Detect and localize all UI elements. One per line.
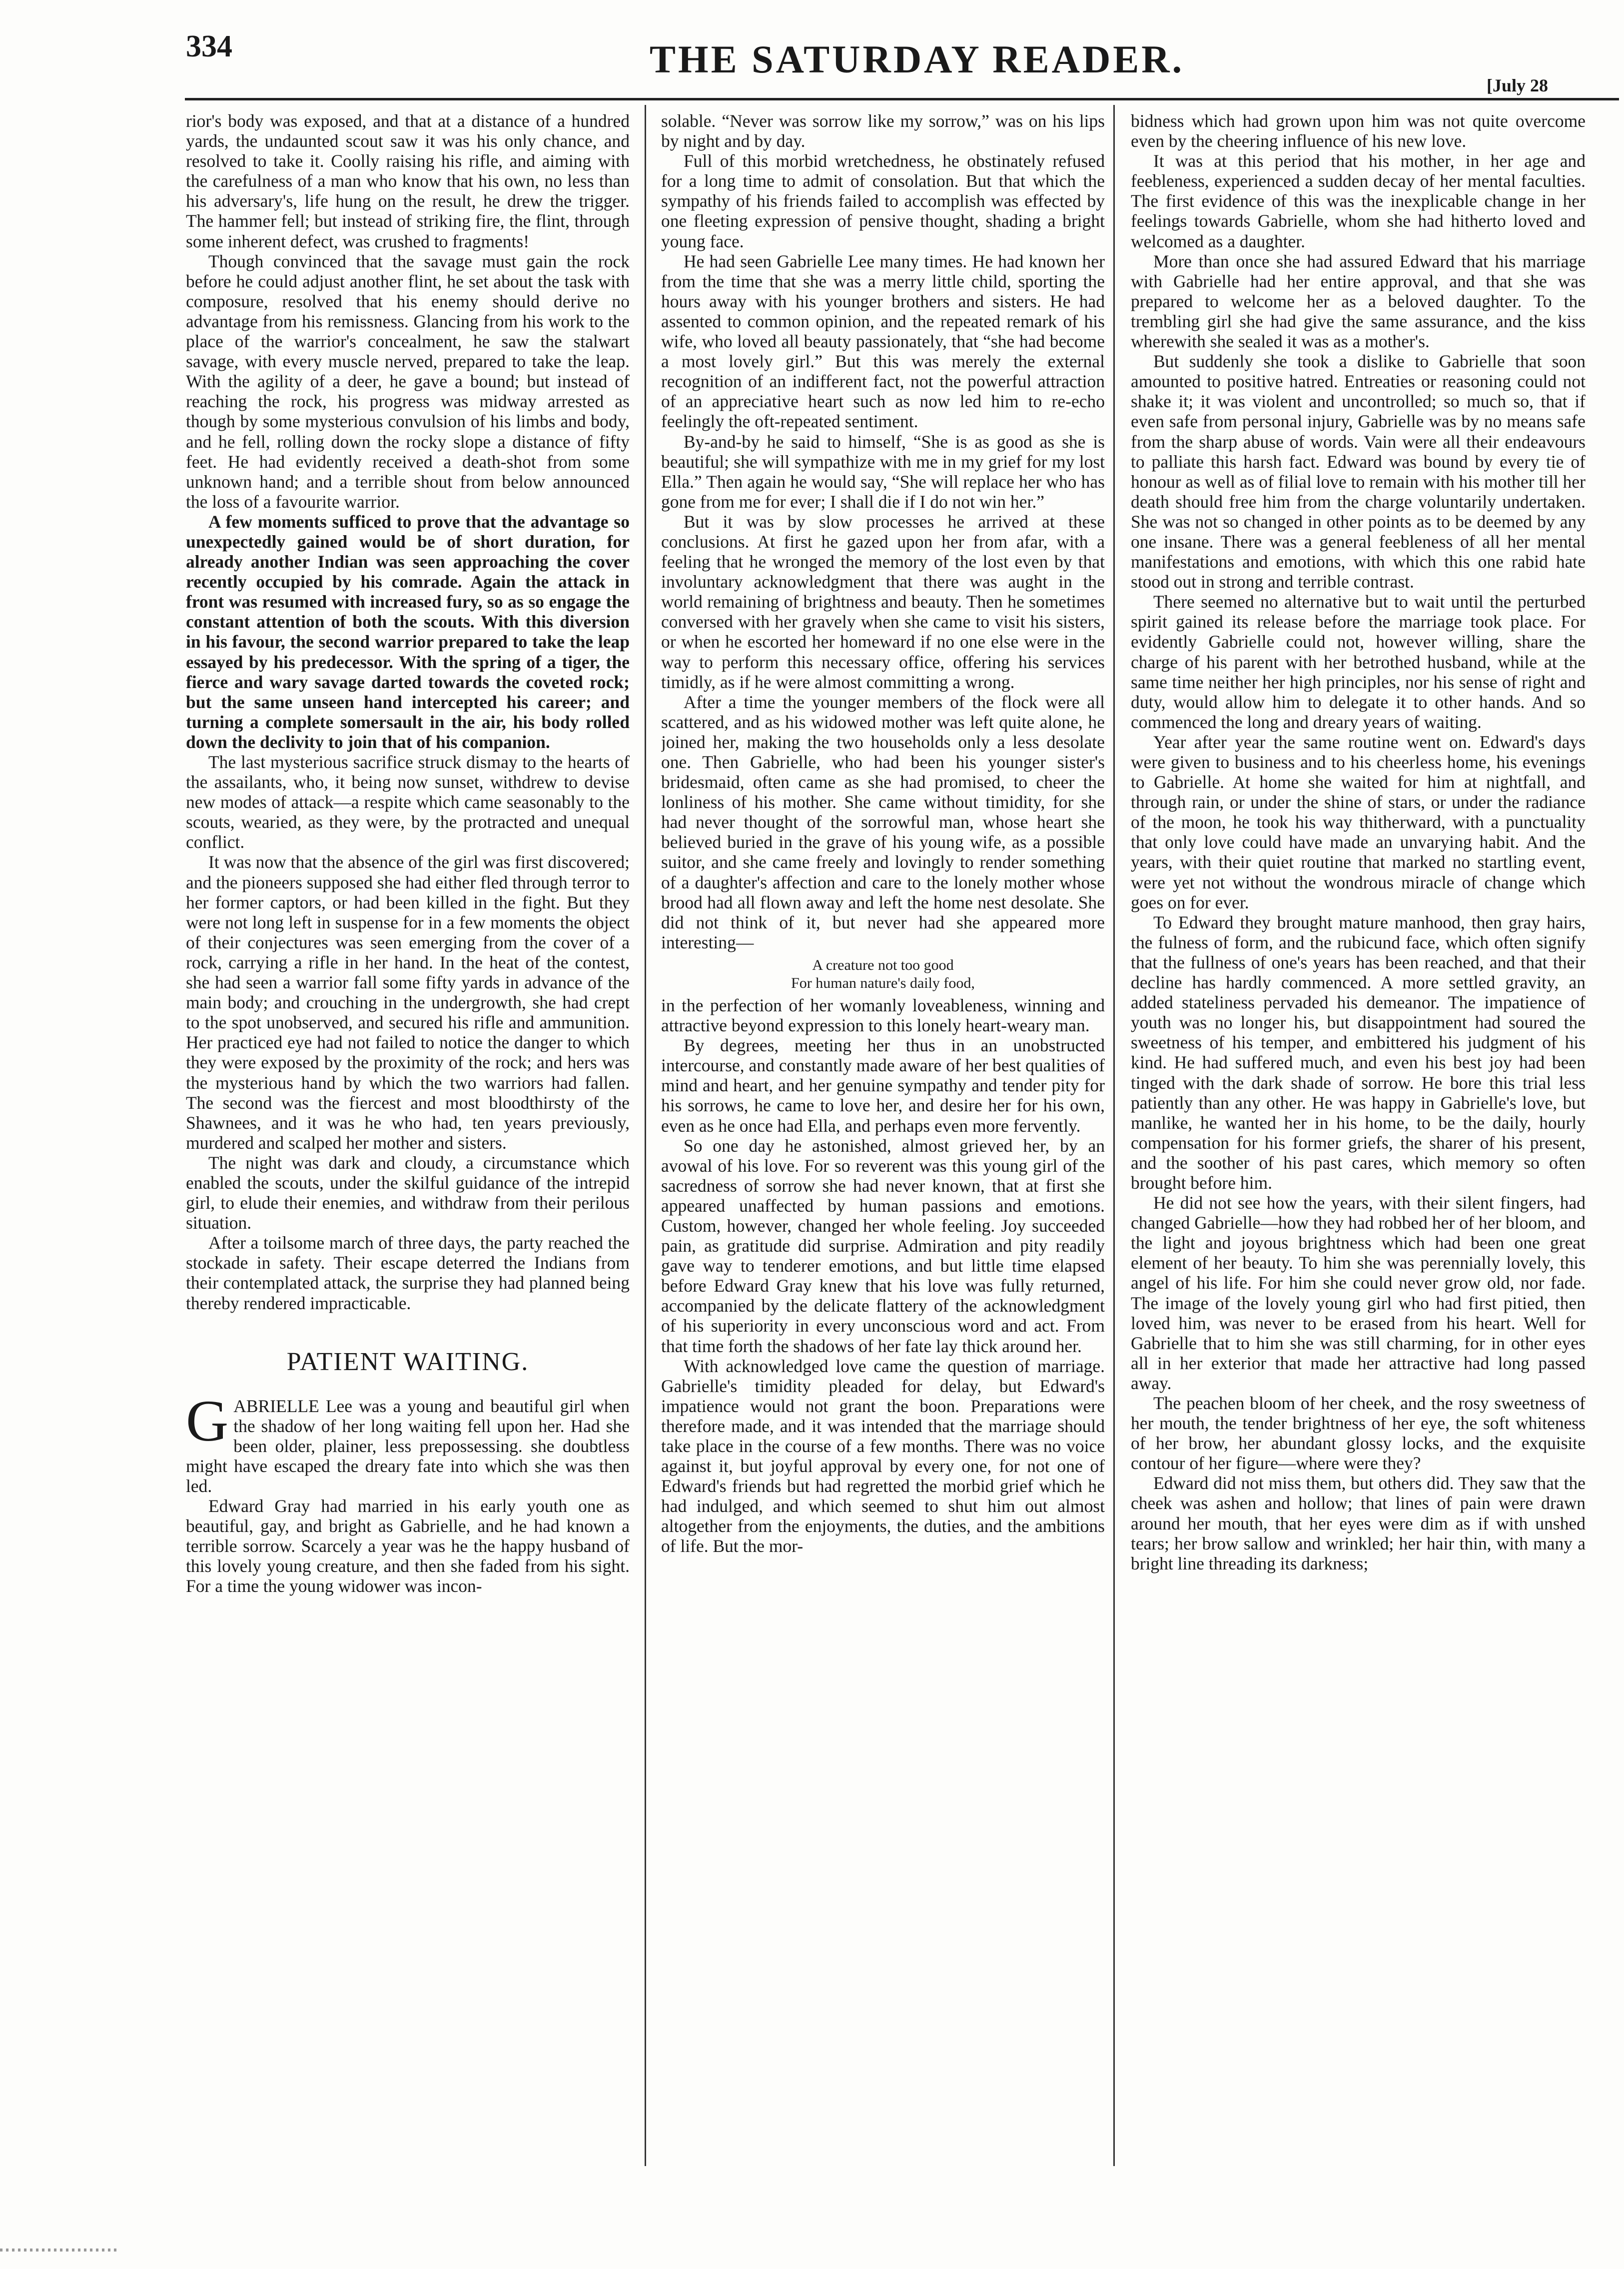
- paragraph: It was at this period that his mother, in her age and feebleness, experienced a sudden decay of her mental faculties. The first evidence of this was the inexplicable change in her feelings towards Gabrielle, whom she had hitherto loved and welcomed as a daughter.: [1131, 151, 1586, 251]
- paragraph: Edward Gray had married in his early youth one as beautiful, gay, and bright as Gabrielle, and he had known a terrible sorrow. Scarcely a year was he the happy husband of this lovely young creature, and then she faded from his sight. For a time the young widower was incon-: [186, 1496, 630, 1596]
- column-1: [186, 111, 630, 2130]
- verse-line: For human nature's daily food,: [791, 974, 975, 991]
- paragraph: The night was dark and cloudy, a circumstance which enabled the scouts, under the skilful guidance of the intrepid girl, to elude their enemies, and withdraw from their perilous situation.: [186, 1152, 630, 1233]
- column-divider: [1113, 105, 1115, 2166]
- paragraph: Full of this morbid wretchedness, he obstinately refused for a long time to admit of consolation. But that which the sympathy of his friends failed to accomplish was effected by one fleeting expression of pensive thought, shading a bright young face.: [661, 151, 1105, 251]
- paragraph: But it was by slow processes he arrived at these conclusions. At first he gazed upon her from afar, with a feeling that he wronged the memory of the lost even by that involuntary acknowledgment that there was aught in the world remaining of brightness and beauty. Then he sometimes conversed with her gravely when she came to visit his sisters, or when he escorted her homeward if no one else were in the way to perform this necessary office, offering his services timidly, as if he were almost committing a wrong.: [661, 511, 1105, 692]
- paragraph: Though convinced that the savage must gain the rock before he could adjust another flint, he set about the task with composure, resolved that his enemy should derive no advantage from his remissness. Glancing from his work to the place of the warrior's concealment, he saw the stalwart savage, with every muscle nerved, prepared to take the leap. With the agility of a deer, he gave a bound; but instead of reaching the rock, his progress was midway arrested as though by some mysterious convulsion of his limbs and body, and he fell, rolling down the rocky slope a distance of fifty feet. He had evidently received a death-shot from some unknown hand; and a terrible shout from below announced the loss of a favourite warrior.: [186, 251, 630, 512]
- paragraph: The last mysterious sacrifice struck dismay to the hearts of the assailants, who, it being now sunset, withdrew to devise new modes of attack—a respite which came seasonably to the scouts, wearied, as they were, by the protracted and unequal conflict.: [186, 752, 630, 852]
- column-divider: [645, 105, 646, 2166]
- scan-edge-marks: [0, 2249, 120, 2252]
- paragraph: Edward did not miss them, but others did. They saw that the cheek was ashen and hollow; that lines of pain were drawn around her mouth, that her eyes were dim as if with unshed tears; her brow sallow and wrinkled; her hair thin, with many a bright line threading its darkness;: [1131, 1473, 1586, 1573]
- paragraph: After a toilsome march of three days, the party reached the stockade in safety. Their escape deterred the Indians from their contemplated attack, the surprise they had planned being thereby rendered impracticable.: [186, 1233, 630, 1313]
- paragraph: By-and-by he said to himself, “She is as good as she is beautiful; she will sympathize with me in my grief for my lost Ella.” Then again he would say, “She will replace her who has gone from me for ever; I shall die if I do not win her.”: [661, 431, 1105, 512]
- verse-quote: [661, 956, 1105, 992]
- paragraph: To Edward they brought mature manhood, then gray hairs, the fulness of form, and the rubicund face, which often signify that the fullness of one's years has been reached, and that their decline has hardly commenced. A more settled gravity, an added stateliness pervaded his demeanor. The impatience of youth was no longer his, but disappointment had soured the sweetness of his temper, and embittered his judgment of his kind. He had suffered much, and even his best joy had been tinged with the dark shade of sorrow. He bore this trial less patiently than any other. He was happy in Gabrielle's love, but manlike, he wanted her in his home, to be the daily, hourly compensation for his former griefs, the sharer of his present, and the soother of his past cares, which memory so often brought before him.: [1131, 912, 1586, 1193]
- paragraph: solable. “Never was sorrow like my sorrow,” was on his lips by night and by day.: [661, 111, 1105, 151]
- paragraph: The peachen bloom of her cheek, and the rosy sweetness of her mouth, the tender brightness of her eye, the soft whiteness of her brow, her abundant glossy locks, and the exquisite contour of her figure—where were they?: [1131, 1393, 1586, 1474]
- paragraph: There seemed no alternative but to wait until the perturbed spirit gained its release before the marriage took place. For evidently Gabrielle could not, however willing, share the charge of his parent with her betrothed husband, while at the same time neither her high principles, nor his sense of right and duty, would allow him to delegate it to other hands. And so commenced the long and dreary years of waiting.: [1131, 592, 1586, 732]
- paragraph: Year after year the same routine went on. Edward's days were given to business and to his cheerless home, his evenings to Gabrielle. At home she waited for him at nightfall, and through rain, or under the shine of stars, or under the radiance of the moon, he took his way thitherward, with a punctuality that only love could have made an unvarying habit. And the years, with their quiet routine that marked no startling event, were yet not without the wondrous miracle of change which goes on for ever.: [1131, 732, 1586, 912]
- paragraph: He had seen Gabrielle Lee many times. He had known her from the time that she was a merry little child, sporting the hours away with his younger brothers and sisters. He had assented to common opinion, and the repeated remark of his wife, who loved all beauty passionately, that “she had become a most lovely girl.” But this was merely the external recognition of an indifferent fact, not the powerful attraction of an appreciative heart such as now led him to re-echo feelingly the oft-repeated sentiment.: [661, 251, 1105, 432]
- column-2: [661, 111, 1105, 2130]
- paragraph: He did not see how the years, with their silent fingers, had changed Gabrielle—how they had robbed her of her bloom, and the light and joyous brightness which had been one great element of her beauty. To him she was perennially lovely, this angel of his life. For him she could never grow old, nor fade. The image of the lovely young girl who had first pitied, then loved him, was never to be erased from his heart. Well for Gabrielle that to him she was still charming, for in other eyes all in her exterior that made her attractive had long passed away.: [1131, 1193, 1586, 1393]
- verse-line: A creature not too good: [812, 956, 954, 973]
- paragraph: bidness which had grown upon him was not quite overcome even by the cheering influence of his new love.: [1131, 111, 1586, 151]
- paragraph: So one day he astonished, almost grieved her, by an avowal of his love. For so reverent was this young girl of the sacredness of sorrow she had never known, that at first she appeared unaffected by human passions and emotions. Custom, however, changed her whole feeling. Joy succeeded pain, as gratitude did surprise. Admiration and pity readily gave way to tenderer emotions, and but little time elapsed before Edward Gray knew that his love was fully returned, accompanied by the delicate flattery of the acknowledgment of his superiority in every unconscious word and act. From that time forth the shadows of her fate lay thick around her.: [661, 1135, 1105, 1356]
- paragraph: A few moments sufficed to prove that the advantage so unexpectedly gained would be of short duration, for already another Indian was seen approaching the cover recently occupied by his comrade. Again the attack in front was resumed with increased fury, so as so engage the constant attention of both the scouts. With this diversion in his favour, the second warrior prepared to take the leap essayed by his predecessor. With the spring of a tiger, the fierce and wary savage darted towards the coveted rock; but the same unseen hand intercepted his career; and turning a complete somersault in the air, his body rolled down the declivity to join that of his companion.: [186, 511, 630, 752]
- paragraph: rior's body was exposed, and that at a distance of a hundred yards, the undaunted scout saw it was his only chance, and resolved to take it. Coolly raising his rifle, and aiming with the carefulness of a man who know that his own, no less than his adversary's, life hung on the result, he drew the trigger. The hammer fell; but instead of striking fire, the flint, through some inherent defect, was crushed to fragments!: [186, 111, 630, 251]
- paragraph: After a time the younger members of the flock were all scattered, and as his widowed mother was left quite alone, he joined her, making the two households only a less desolate one. Then Gabrielle, who had been his younger sister's bridesmaid, often came as she had promised, to cheer the lonliness of his mother. She came without timidity, for she had never thought of the sorrowful man, whose heart she believed buried in the grave of his young wife, as a possible suitor, and she came freely and lovingly to render something of a daughter's affection and care to the lonely mother whose brood had all flown away and left the home nest desolate. She did not think of it, but never had she appeared more interesting—: [661, 692, 1105, 952]
- paragraph: It was now that the absence of the girl was first discovered; and the pioneers supposed she had either fled through terror to her former captors, or had been killed in the fight. But they were not long left in suspense for in a few moments the object of their conjectures was seen emerging from the cover of a rock, carrying a rifle in her hand. In the heat of the contest, she had seen a warrior fall some fifty yards in advance of the main body; and crouching in the undergrowth, she had crept to the spot unobserved, and secured his rifle and ammunition. Her practiced eye had not failed to notice the danger to which they were exposed by the proximity of the rock; and hers was the mysterious hand by which the two warriors had fallen. The second was the fiercest and most bloodthirsty of the Shawnees, and it was he who had, ten years previously, murdered and scalped her mother and sisters.: [186, 852, 630, 1153]
- opening-paragraph: [186, 1388, 630, 1496]
- paragraph: But suddenly she took a dislike to Gabrielle that soon amounted to positive hatred. Entreaties or reasoning could not shake it; it was violent and uncontrolled; so much so, that if even safe from personal injury, Gabrielle was by no means safe from the sharp abuse of words. Vain were all their endeavours to palliate this harsh fact. Edward was bound by every tie of honour as well as of filial love to remain with his mother till her death should free him from the charge voluntarily undertaken. She was not so changed in other points as to be deemed by any one insane. There was a general feebleness of all her mental manifestations and emotions, with which this one rabid hate stood out in strong and terrible contrast.: [1131, 351, 1586, 592]
- paragraph: More than once she had assured Edward that his marriage with Gabrielle had her entire approval, and that she was prepared to welcome her as a beloved daughter. To the trembling girl she had give the same assurance, and the kiss wherewith she sealed it was as a mother's.: [1131, 251, 1586, 352]
- opening-text: ABRIELLE Lee was a young and beautiful girl when the shadow of her long waiting fell upon her. Had she been older, plainer, less prepossessing. she doubtless might have escaped the dreary fate into which she was then led.: [186, 1396, 630, 1496]
- article-heading: PATIENT WAITING.: [286, 1347, 529, 1376]
- paragraph: By degrees, meeting her thus in an unobstructed intercourse, and constantly made aware of her best qualities of mind and heart, and her genuine sympathy and tender pity for his sorrows, he came to love her, and desire her for his own, even as he once had Ella, and perhaps even more fervently.: [661, 1035, 1105, 1136]
- header-rule: [185, 98, 1619, 100]
- column-3: [1131, 111, 1586, 2130]
- masthead-title: THE SATURDAY READER.: [650, 37, 1185, 81]
- issue-date: [July 28: [1487, 75, 1549, 95]
- page-number: 334: [186, 29, 232, 63]
- paragraph: in the perfection of her womanly loveableness, winning and attractive beyond expression to this lonely heart-weary man.: [661, 995, 1105, 1036]
- drop-cap: G: [186, 1388, 229, 1454]
- paragraph: With acknowledged love came the question of marriage. Gabrielle's timidity pleaded for delay, but Edward's impatience would not grant the boon. Preparations were therefore made, and it was intended that the marriage should take place in the course of a few months. There was no voice against it, but joyful approval by every one, for not one of Edward's friends but had regretted the morbid grief which he had indulged, and which seemed to shut him out almost altogether from the enjoyments, the duties, and the ambitions of life. But the mor-: [661, 1356, 1105, 1556]
